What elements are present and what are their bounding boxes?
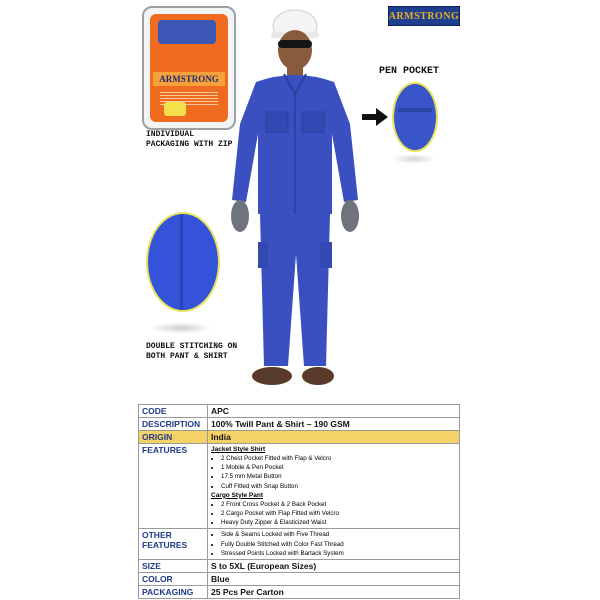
spec-table: [138, 404, 460, 599]
spec-row-other-features: [139, 529, 460, 560]
stitching-closeup: [146, 212, 220, 312]
brand-logo: ARMSTRONG: [388, 6, 460, 26]
folded-uniform: [158, 20, 216, 44]
stitching-shadow: [150, 322, 212, 334]
spec-row-origin: [139, 431, 460, 444]
packaging-bag: [150, 14, 228, 122]
spec-label: SIZE: [139, 560, 208, 573]
spec-label: OTHER FEATURES: [139, 529, 208, 560]
list-item: • Heavy Duty Zipper & Elasticized Waist: [221, 518, 456, 527]
list-item: • 1 Mobile & Pen Pocket: [221, 463, 456, 472]
packaging-brand-label: ARMSTRONG: [153, 72, 225, 86]
list-item: • Cuff Fitted with Snap Button: [221, 482, 456, 491]
list-item: • Fully Double Stitched with Color Fast Thread: [221, 540, 456, 549]
list-item: • 17.5 mm Metal Button: [221, 472, 456, 481]
other-features-cell: [208, 529, 460, 560]
feature-group-title: Cargo Style Pant: [211, 491, 264, 499]
feature-group-title: Jacket Style Shirt: [211, 446, 266, 453]
features-cell: [208, 444, 460, 529]
pen-pocket-shadow: [392, 154, 436, 164]
list-item: • 2 Front Cross Pocket & 2 Back Pocket: [221, 500, 456, 509]
pen-pocket-title: PEN POCKET: [379, 66, 440, 77]
spec-row-color: [139, 573, 460, 586]
spec-row-size: [139, 560, 460, 573]
spec-label: CODE: [139, 405, 208, 418]
spec-row-packaging: [139, 586, 460, 599]
spec-row-features: [139, 444, 460, 529]
packaging-sticker: [164, 102, 186, 116]
spec-row-code: [139, 405, 460, 418]
spec-label: COLOR: [139, 573, 208, 586]
spec-value: 25 Pcs Per Carton: [208, 586, 460, 599]
model-photo: [222, 4, 370, 402]
stitching-caption: DOUBLE STITCHING ON BOTH PANT & SHIRT: [146, 342, 238, 361]
spec-label: FEATURES: [139, 444, 208, 529]
spec-label: ORIGIN: [139, 431, 208, 444]
spec-value: India: [208, 431, 460, 444]
list-item: • 2 Chest Pocket Fitted with Flap & Velcro: [221, 454, 456, 463]
packaging-caption: INDIVIDUAL PACKAGING WITH ZIP: [146, 130, 233, 149]
list-item: • Side & Seams Locked with Five Thread: [221, 530, 456, 539]
spec-row-description: [139, 418, 460, 431]
spec-label: DESCRIPTION: [139, 418, 208, 431]
spec-value: APC: [208, 405, 460, 418]
list-item: • 2 Cargo Pocket with Flap Fitted with Velcro: [221, 509, 456, 518]
spec-label: PACKAGING: [139, 586, 208, 599]
list-item: • Stressed Points Locked with Bartack System: [221, 549, 456, 558]
spec-value: Blue: [208, 573, 460, 586]
spec-value: S to 5XL (European Sizes): [208, 560, 460, 573]
pen-pocket-closeup: [392, 82, 438, 152]
spec-value: 100% Twill Pant & Shirt – 190 GSM: [208, 418, 460, 431]
